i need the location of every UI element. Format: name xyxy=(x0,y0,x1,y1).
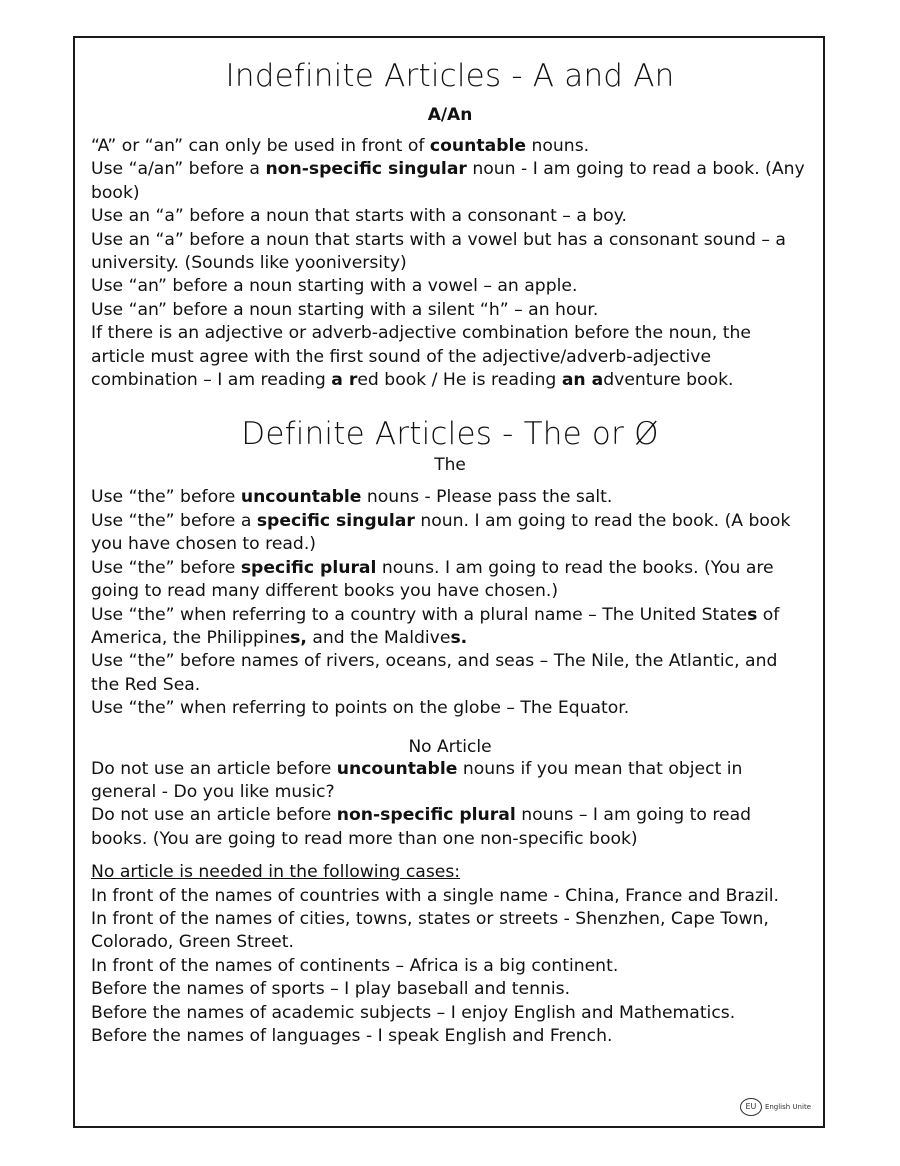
rule-line xyxy=(91,510,809,557)
rule-line xyxy=(91,955,809,978)
rule-text: Use an “a” before a noun that starts with a vowel but has a consonant sound – a university. (Sounds like yooniversity) xyxy=(91,229,786,274)
rule-text: Use “the” when referring to a country with a plural name – The United State xyxy=(91,604,748,625)
rule-text: Use an “a” before a noun that starts with a consonant – a boy. xyxy=(91,206,627,227)
cases-heading-text: No article is needed in the following cases: xyxy=(91,862,461,883)
logo-mark-icon: EU xyxy=(740,1098,762,1116)
rule-emphasis: specific singular xyxy=(256,510,415,531)
rule-text: Use “an” before a noun starting with a vowel – an apple. xyxy=(91,276,578,297)
rule-text: and the Maldive xyxy=(306,627,451,648)
rule-text: Use “the” before xyxy=(91,557,241,578)
rule-text: Do not use an article before xyxy=(91,805,337,826)
rule-text: nouns. xyxy=(526,136,590,156)
rule-line xyxy=(91,758,809,805)
rule-line xyxy=(91,158,809,205)
the-subtitle: The xyxy=(434,455,466,476)
definite-rules-list xyxy=(91,486,809,720)
rule-text: noun - I am going to read a book. (Any book) xyxy=(91,159,805,203)
rule-line xyxy=(91,322,809,392)
no-article-cases-list xyxy=(91,885,809,1049)
a-an-subtitle: A/An xyxy=(427,105,473,125)
definite-articles-title: Definite Articles - The or Ø xyxy=(241,416,659,453)
rule-emphasis: countable xyxy=(429,136,527,156)
rule-line xyxy=(91,205,809,228)
rule-line xyxy=(91,1002,809,1025)
rule-text: nouns if you mean that object in general - Do you like music? xyxy=(91,758,743,802)
rule-text: In front of the names of cities, towns, states or streets - Shenzhen, Cape Town, Colorado, Green Street. xyxy=(91,908,769,953)
rule-text: nouns. I am going to read the books. (You are going to read many different books you have chosen.) xyxy=(91,557,774,602)
no-article-subtitle: No Article xyxy=(408,736,492,757)
rule-text: Use “a/an” before a xyxy=(91,159,266,180)
rule-line xyxy=(91,229,809,276)
rule-text: ed book / He is reading xyxy=(357,370,562,391)
rule-emphasis: uncountable xyxy=(336,758,458,779)
rule-text: Use “an” before a noun starting with a silent “h” – an hour. xyxy=(91,299,599,320)
rule-line xyxy=(91,908,809,955)
rule-text: Use “the” before a xyxy=(91,510,257,531)
rule-line xyxy=(91,885,809,908)
worksheet-content xyxy=(91,56,809,1048)
indefinite-rules-list xyxy=(91,135,809,392)
rule-text: dventure book. xyxy=(603,370,734,391)
indefinite-articles-title: Indefinite Articles - A and An xyxy=(225,58,675,94)
rule-text: Use “the” before names of rivers, oceans, and seas – The Nile, the Atlantic, and the Red Sea. xyxy=(91,651,778,695)
rule-line xyxy=(91,650,809,697)
rule-emphasis: s xyxy=(747,604,758,625)
rule-line xyxy=(91,604,809,651)
cases-heading xyxy=(91,861,809,884)
rule-line xyxy=(91,135,809,158)
rule-text: nouns – I am going to read books. (You are going to read more than one non-specific book) xyxy=(91,805,752,849)
rule-line xyxy=(91,299,809,322)
rule-line xyxy=(91,1025,809,1048)
rule-text: Before the names of languages - I speak English and French. xyxy=(91,1026,613,1046)
rule-text: noun. I am going to read the book. (A book you have chosen to read.) xyxy=(91,510,791,555)
rule-emphasis: a r xyxy=(331,370,358,391)
rule-text: Use “the” when referring to points on the globe – The Equator. xyxy=(91,698,630,719)
no-article-rules-list xyxy=(91,758,809,852)
rule-text: Do not use an article before xyxy=(91,758,337,779)
rule-line xyxy=(91,486,809,509)
rule-text: Before the names of sports – I play baseball and tennis. xyxy=(91,979,571,1000)
rule-emphasis: non-specific singular xyxy=(265,159,467,180)
rule-text: Before the names of academic subjects – I enjoy English and Mathematics. xyxy=(91,1002,736,1023)
rule-emphasis: specific plural xyxy=(240,557,377,578)
rule-emphasis: s, xyxy=(290,627,307,648)
rule-emphasis: non-specific plural xyxy=(336,805,516,826)
rule-text: In front of the names of countries with a single name - China, France and Brazil. xyxy=(91,885,779,906)
rule-emphasis: s. xyxy=(450,627,468,648)
worksheet-frame xyxy=(73,36,825,1128)
rule-text: If there is an adjective or adverb-adjective combination before the noun, the article must agree with the first sound of the adjective/adverb-adjective combination – I am reading xyxy=(91,323,751,391)
rule-text: “A” or “an” can only be used in front of xyxy=(91,136,430,156)
logo-text: English Unite xyxy=(764,1103,811,1111)
rule-text: nouns - Please pass the salt. xyxy=(361,487,613,508)
rule-line xyxy=(91,697,809,720)
rule-emphasis: uncountable xyxy=(240,487,362,508)
rule-line xyxy=(91,557,809,604)
rule-emphasis: an a xyxy=(561,370,604,391)
rule-line xyxy=(91,978,809,1001)
rule-text: Use “the” before xyxy=(91,487,241,508)
rule-line xyxy=(91,804,809,851)
rule-text: In front of the names of continents – Africa is a big continent. xyxy=(91,955,619,976)
rule-text: of America, the Philippine xyxy=(91,604,780,648)
english-unite-logo xyxy=(740,1098,811,1116)
rule-line xyxy=(91,275,809,298)
